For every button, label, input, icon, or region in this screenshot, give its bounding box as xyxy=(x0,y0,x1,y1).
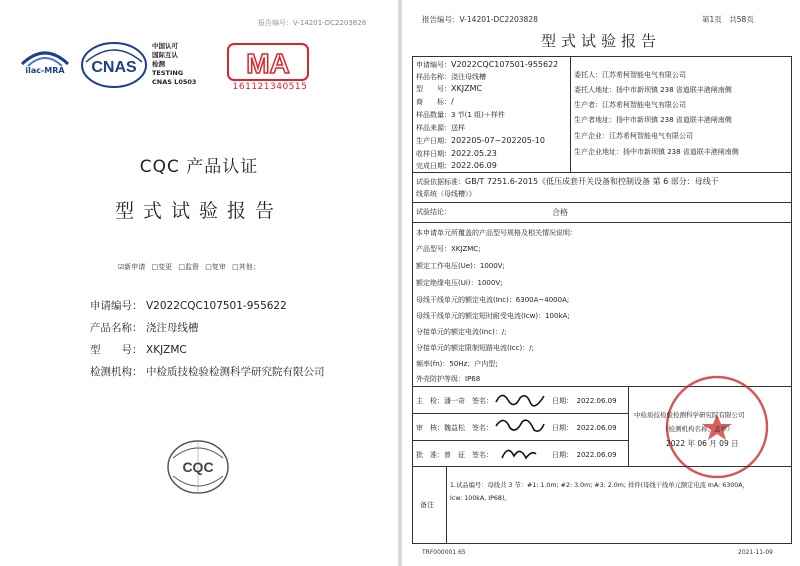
cnas-logo xyxy=(80,40,148,90)
description-line: 外壳防护等级：IP68 xyxy=(416,375,481,383)
client-field: 生产企业地址：扬中市新坝镇 238 省道联丰港闸南侧 xyxy=(574,148,739,156)
test-conclusion-value: 合格 xyxy=(552,208,568,217)
checkbox-change: □变更 xyxy=(151,263,173,271)
signature-inspector: 主 检：潘一奇 签名： xyxy=(416,397,493,405)
cover-report-number: 报告编号：V-14201-DC2203828 xyxy=(258,19,367,27)
cnas-line: CNAS L0503 xyxy=(152,78,197,86)
signature-scribble xyxy=(494,414,546,436)
client-field: 生产者地址：扬中市新坝镇 238 省道联丰港闸南侧 xyxy=(574,116,732,124)
sample-field: 样品名称：浇注母线槽 xyxy=(416,73,486,81)
report-number: 报告编号：V-14201-DC2203828 xyxy=(422,15,538,24)
table-divider xyxy=(412,172,792,173)
description-line: 产品型号：XKJZMC; xyxy=(416,245,481,253)
field-label: 申请编号： xyxy=(90,300,143,312)
description-line: 分接单元的额定电流(Inc)：/; xyxy=(416,328,507,336)
cover-title-cqc: CQC 产品认证 xyxy=(139,157,259,177)
cnas-line: 中国认可 xyxy=(152,42,178,50)
sample-field: 商 标：/ xyxy=(416,97,454,106)
sample-field: 生产日期：202205-07~202205-10 xyxy=(416,136,545,145)
table-divider xyxy=(446,466,447,544)
field-label: 检测机构： xyxy=(90,366,143,378)
sample-field: 样品数量：3 节(1 组)＋样件 xyxy=(416,111,505,119)
signature-inspector-date: 日期： 2022.06.09 xyxy=(552,397,617,405)
cma-number: 161121340515 xyxy=(232,82,308,92)
signature-reviewer-date: 日期： 2022.06.09 xyxy=(552,424,617,432)
cnas-line: TESTING xyxy=(152,69,184,77)
seal-caption: （检测机构名称、盖章） xyxy=(662,425,734,433)
cover-field-application-no xyxy=(90,298,287,313)
signature-scribble xyxy=(498,442,538,464)
checkbox-new-application: ☑新申请 xyxy=(118,263,146,271)
table-divider xyxy=(628,386,629,466)
test-conclusion-label: 试验结论： xyxy=(416,208,451,216)
test-standard: 试验依据标准：GB/T 7251.6-2015《低压成套开关设备和控制设备 第 6 部分：母线干 xyxy=(416,177,719,186)
remark-text: 1.试品编号：母线共 3 节：#1: 1.0m; #2: 3.0m; #3: 2.0m; 样件(母线干线单元额定电流 InA: 6300A， xyxy=(450,482,749,489)
cqc-logo xyxy=(165,438,231,496)
client-field: 生产者：江苏希柯智能电气有限公司 xyxy=(574,101,686,109)
cnas-logo-text: CNAS xyxy=(91,59,137,76)
signature-approver: 批 准：曾 征 签名： xyxy=(416,451,493,459)
table-divider xyxy=(412,202,792,203)
sample-field: 收样日期：2022.05.23 xyxy=(416,149,497,158)
sample-field: 完成日期：2022.06.09 xyxy=(416,161,497,170)
field-value: 浇注母线槽 xyxy=(146,322,199,334)
cover-field-model xyxy=(90,342,187,357)
ilac-mra-logo xyxy=(14,42,76,88)
seal-date: 2022 年 06 月 09 日 xyxy=(666,439,739,448)
cover-page xyxy=(0,0,398,566)
client-field: 委托人地址：扬中市新坝镇 238 省道联丰港闸南侧 xyxy=(574,86,732,94)
seal-org-name: 中检质技检验检测科学研究院有限公司 xyxy=(634,411,745,419)
report-title: 型式试验报告 xyxy=(540,32,661,50)
signature-approver-date: 日期： 2022.06.09 xyxy=(552,451,617,459)
description-line: 频率(fn)：50Hz；户内型; xyxy=(416,360,498,368)
form-date: 2021-11-09 xyxy=(738,549,773,556)
description-line: 额定绝缘电压(Ui)：1000V; xyxy=(416,279,503,287)
cma-logo-text: MA xyxy=(246,48,290,79)
cnas-line: 国际互认 xyxy=(152,51,178,59)
cnas-accreditation-text xyxy=(152,42,196,87)
description-line: 母线干线单元的额定短时耐受电流(Icw)：100kA; xyxy=(416,312,570,320)
cover-field-product-name xyxy=(90,320,199,335)
checkbox-supervision: □监督 xyxy=(178,263,199,271)
client-field: 生产企业：江苏希柯智能电气有限公司 xyxy=(574,132,693,140)
cnas-line: 检测 xyxy=(152,60,165,68)
table-divider xyxy=(570,56,571,172)
checkbox-review: □复审 xyxy=(205,263,226,271)
remark-text: Icw: 100kA, IP68)。 xyxy=(450,495,511,502)
description-line: 额定工作电压(Ue)：1000V; xyxy=(416,262,505,270)
cover-field-testing-org xyxy=(90,364,325,379)
checkbox-other: □其他： xyxy=(232,263,260,271)
description-line: 母线干线单元的额定电流(Inc)：6300A~4000A; xyxy=(416,296,570,304)
sample-field: 型 号：XKJZMC xyxy=(416,84,483,93)
table-divider xyxy=(412,466,792,467)
page-indicator: 第1页 共58页 xyxy=(702,15,754,24)
ilac-mra-text: ilac-MRA xyxy=(25,66,65,75)
application-type-checkboxes xyxy=(118,262,264,272)
field-value: 中检质技检验检测科学研究院有限公司 xyxy=(146,366,325,378)
sample-field: 样品来源：送样 xyxy=(416,124,465,132)
remark-label: 备注 xyxy=(420,501,434,509)
report-page-1 xyxy=(402,0,800,566)
form-code: TRF000001.65 xyxy=(422,549,466,556)
description-line: 分接单元的额定限制短路电流(Icc)：/; xyxy=(416,344,534,352)
field-label: 产品名称： xyxy=(90,322,143,334)
client-field: 委托人：江苏希柯智能电气有限公司 xyxy=(574,71,686,79)
sample-field: 申请编号：V2022CQC107501-955622 xyxy=(416,60,559,69)
signature-reviewer: 审 核：魏益松 签名： xyxy=(416,424,493,432)
cqc-logo-text: CQC xyxy=(182,459,214,475)
description-title: 本申请单元所覆盖的产品型号规格及相关情况说明： xyxy=(416,229,577,237)
field-value: V2022CQC107501-955622 xyxy=(146,300,287,312)
signature-scribble xyxy=(494,388,546,410)
cma-logo xyxy=(224,42,312,82)
field-value: XKJZMC xyxy=(146,344,187,356)
table-divider xyxy=(412,222,792,223)
field-label: 型 号： xyxy=(90,344,143,356)
logo-row xyxy=(14,36,344,94)
test-standard-cont: 线系统（母线槽）》 xyxy=(416,190,476,198)
cover-title-report: 型式试验报告 xyxy=(114,200,283,222)
table-divider xyxy=(412,440,628,441)
